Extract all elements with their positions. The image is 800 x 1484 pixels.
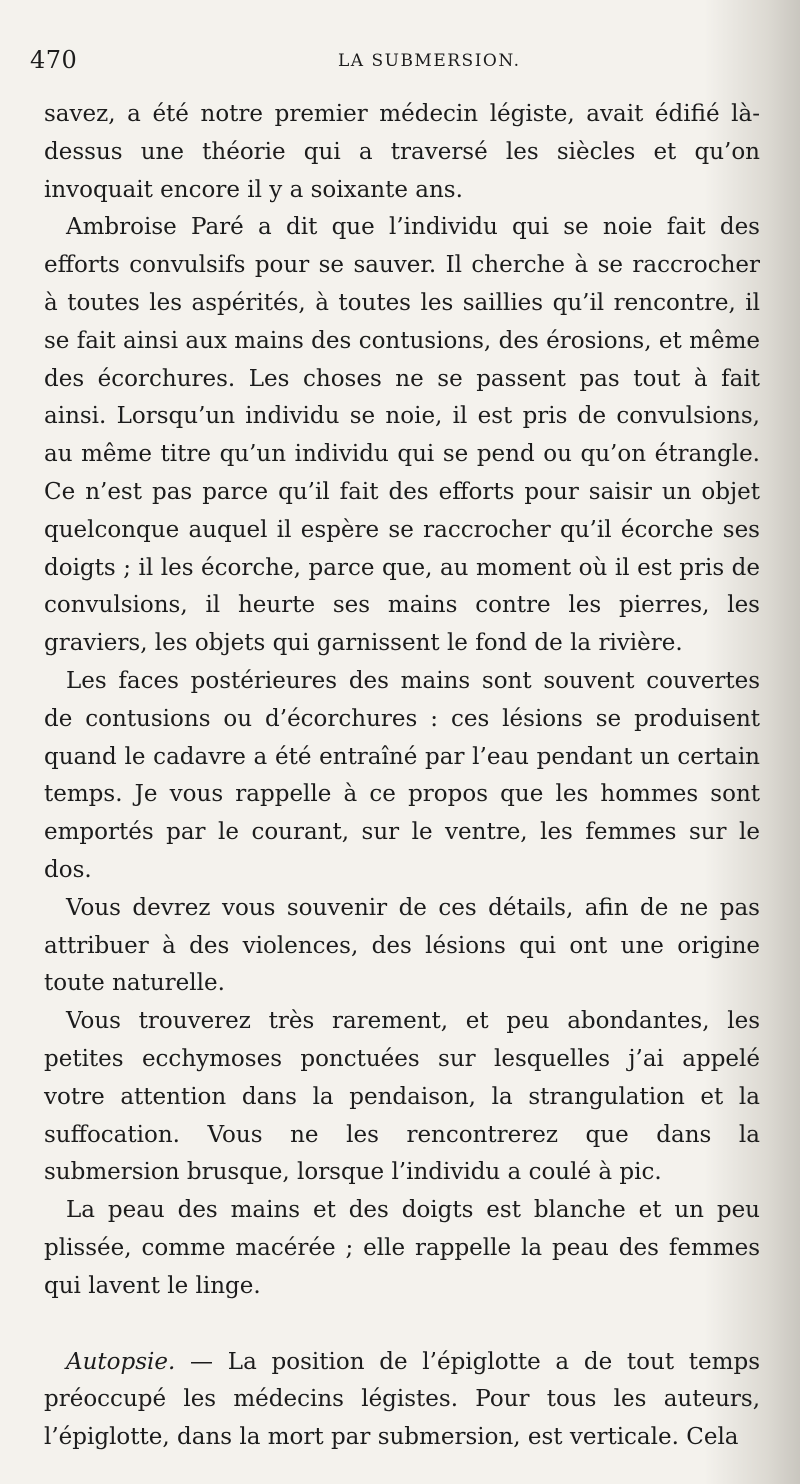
autopsie-text: — La position de l’épiglotte a de tout temps préoccupé les médecins légistes. Pour tous les auteurs, l’épiglotte, dans la mort par submersion, est verticale. Cela <box>44 1348 760 1451</box>
paragraph-autopsie <box>44 1344 760 1457</box>
page-header <box>30 46 760 78</box>
paragraph-souvenir-details: Vous devrez vous souvenir de ces détails, afin de ne pas attribuer à des violences, des lésions qui ont une origine toute naturelle. <box>44 894 760 997</box>
page-number: 470 <box>30 46 78 74</box>
paragraph-continued: savez, a été notre premier médecin légiste, avait édifié là-dessus une théorie qui a traversé les siècles et qu’on invoquait encore il y a soixante ans. <box>44 101 760 203</box>
autopsie-heading: Autopsie. <box>66 1348 176 1375</box>
paragraph-ambroise-pare: Ambroise Paré a dit que l’individu qui se noie fait des efforts convulsifs pour se sauver. Il cherche à se raccrocher à toutes les aspérités, à toutes les saillies qu’il rencontre, il se fait ainsi aux mains des contusions, des érosions, et même des écorchures. Les choses ne se passent pas tout à fait ainsi. Lorsqu’un individu se noie, il est pris de convulsions, au même titre qu’un individu qui se pend ou qu’on étrangle. Ce n’est pas parce qu’il fait des efforts pour saisir un objet quelconque auquel il espère se raccrocher qu’il écorche ses doigts ; il les écorche, parce que, au moment où il est pris de convulsions, il heurte ses mains contre les pierres, les graviers, les objets qui garnissent le fond de la rivière. <box>44 214 760 657</box>
body-text <box>44 96 760 1457</box>
paragraph-faces-posterieures: Les faces postérieures des mains sont souvent couvertes de contusions ou d’écorchures : ces lésions se produisent quand le cadavre a été entraîné par l’eau pendant un certain temps. Je vous rappelle à ce propos que les hommes sont emportés par le courant, sur le ventre, les femmes sur le dos. <box>44 667 760 883</box>
paragraph-peau-des-mains: La peau des mains et des doigts est blanche et un peu plissée, comme macérée ; elle rappelle la peau des femmes qui lavent le linge. <box>44 1197 760 1299</box>
paragraph-ecchymoses: Vous trouverez très rarement, et peu abondantes, les petites ecchymoses ponctuées sur lesquelles j’ai appelé votre attention dans la pendaison, la strangulation et la suffocation. Vous ne les rencontrerez que dans la submersion brusque, lorsque l’individu a coulé à pic. <box>44 1008 760 1186</box>
running-head: LA SUBMERSION. <box>338 51 521 71</box>
